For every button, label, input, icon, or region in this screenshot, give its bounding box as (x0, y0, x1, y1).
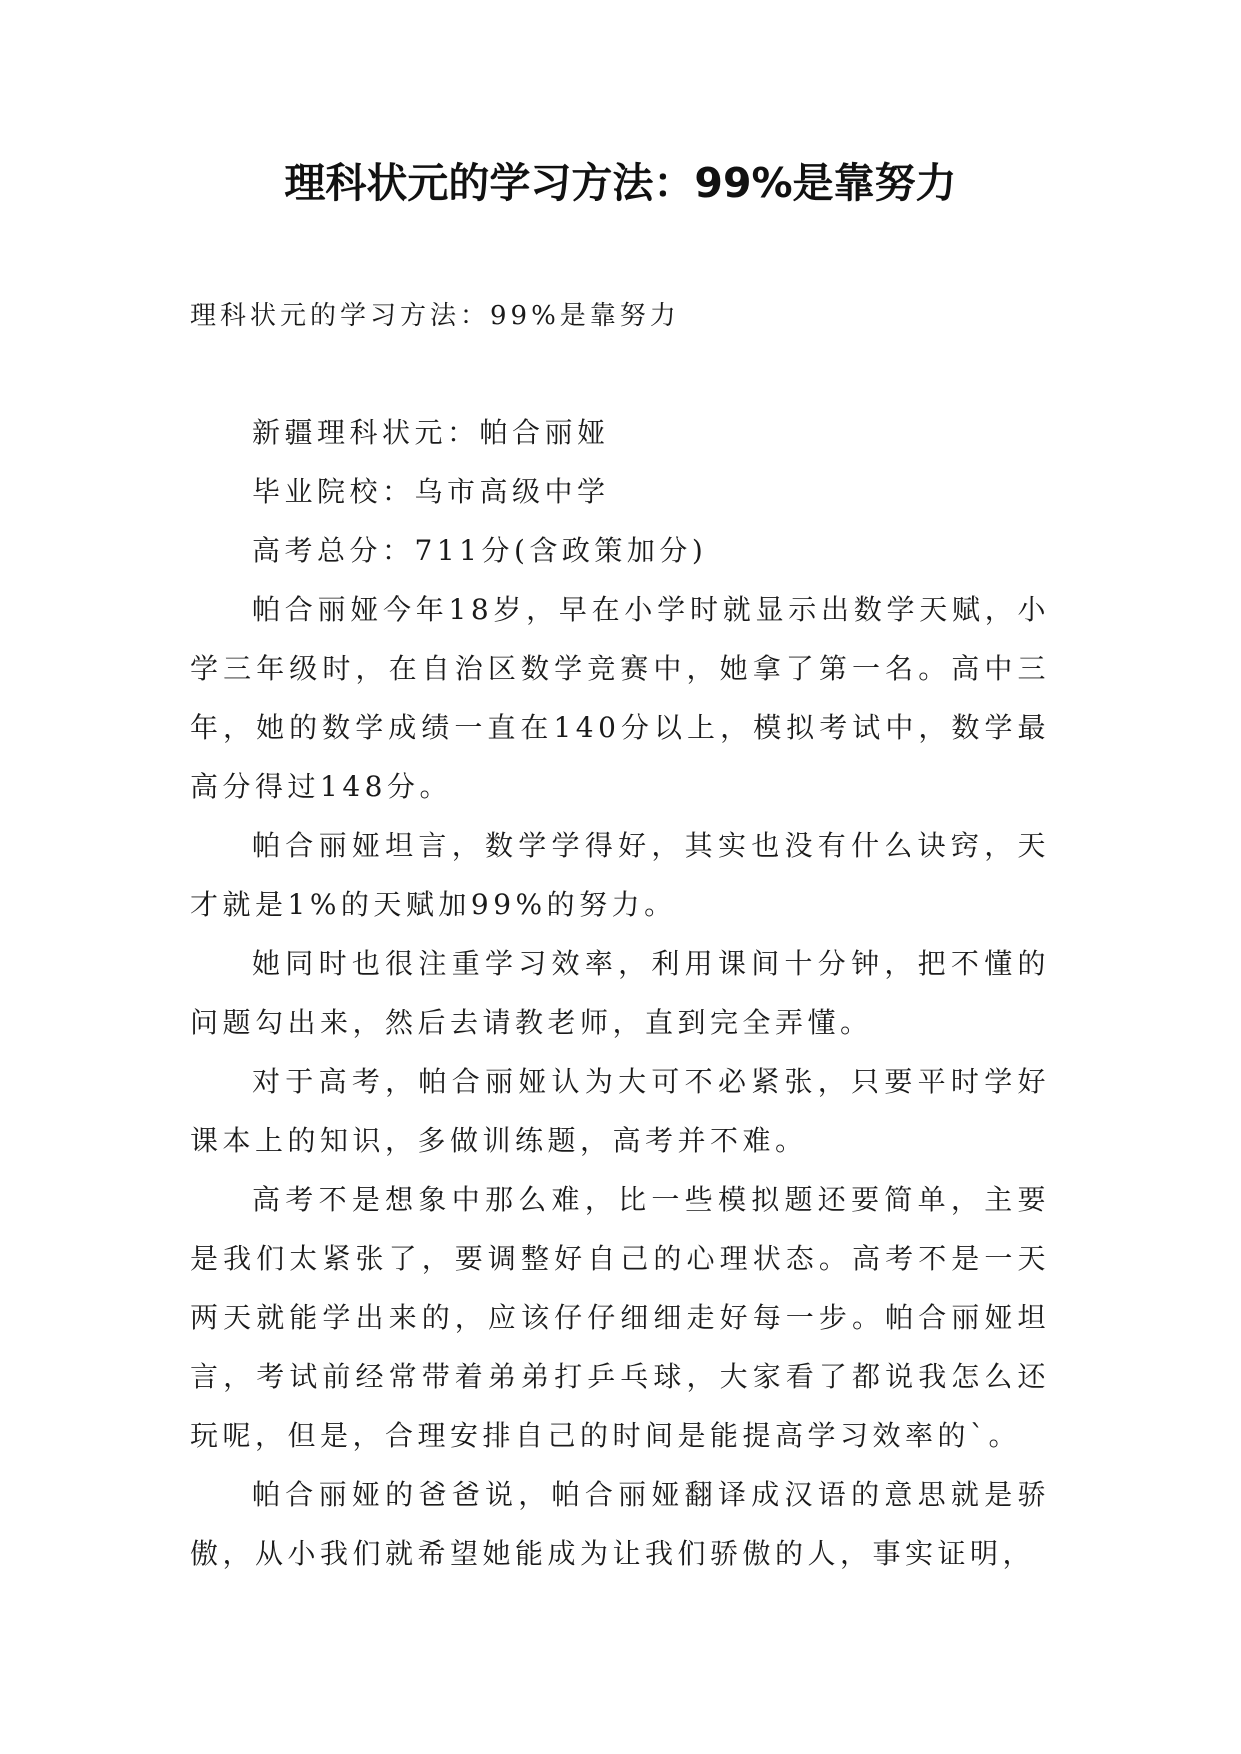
paragraph: 对于高考，帕合丽娅认为大可不必紧张，只要平时学好课本上的知识，多做训练题，高考并不难。 (190, 1065, 1050, 1157)
paragraph: 她同时也很注重学习效率，利用课间十分钟，把不懂的问题勾出来，然后去请教老师，直到完全弄懂。 (190, 947, 1050, 1039)
document-body (190, 403, 1050, 1583)
paragraph: 帕合丽娅的爸爸说，帕合丽娅翻译成汉语的意思就是骄傲，从小我们就希望她能成为让我们骄傲的人，事实证明， (190, 1478, 1050, 1570)
paragraph: 帕合丽娅坦言，数学学得好，其实也没有什么诀窍，天才就是1%的天赋加99%的努力。 (190, 829, 1050, 921)
paragraph-name-line: 新疆理科状元：帕合丽娅 (252, 416, 610, 449)
document-subtitle: 理科状元的学习方法：99%是靠努力 (190, 301, 680, 331)
paragraph-score-line: 高考总分：711分(含政策加分) (252, 534, 708, 567)
paragraph: 高考不是想象中那么难，比一些模拟题还要简单，主要是我们太紧张了，要调整好自己的心理状态。高考不是一天两天就能学出来的，应该仔仔细细走好每一步。帕合丽娅坦言，考试前经常带着弟弟打乒乓球，大家看了都说我怎么还玩呢，但是，合理安排自己的时间是能提高学习效率的`。 (190, 1183, 1050, 1452)
paragraph: 帕合丽娅今年18岁，早在小学时就显示出数学天赋，小学三年级时，在自治区数学竞赛中，她拿了第一名。高中三年，她的数学成绩一直在140分以上，模拟考试中，数学最高分得过148分。 (190, 593, 1050, 803)
document-title: 理科状元的学习方法：99%是靠努力 (284, 159, 957, 207)
paragraph-school-line: 毕业院校：乌市高级中学 (252, 475, 610, 508)
